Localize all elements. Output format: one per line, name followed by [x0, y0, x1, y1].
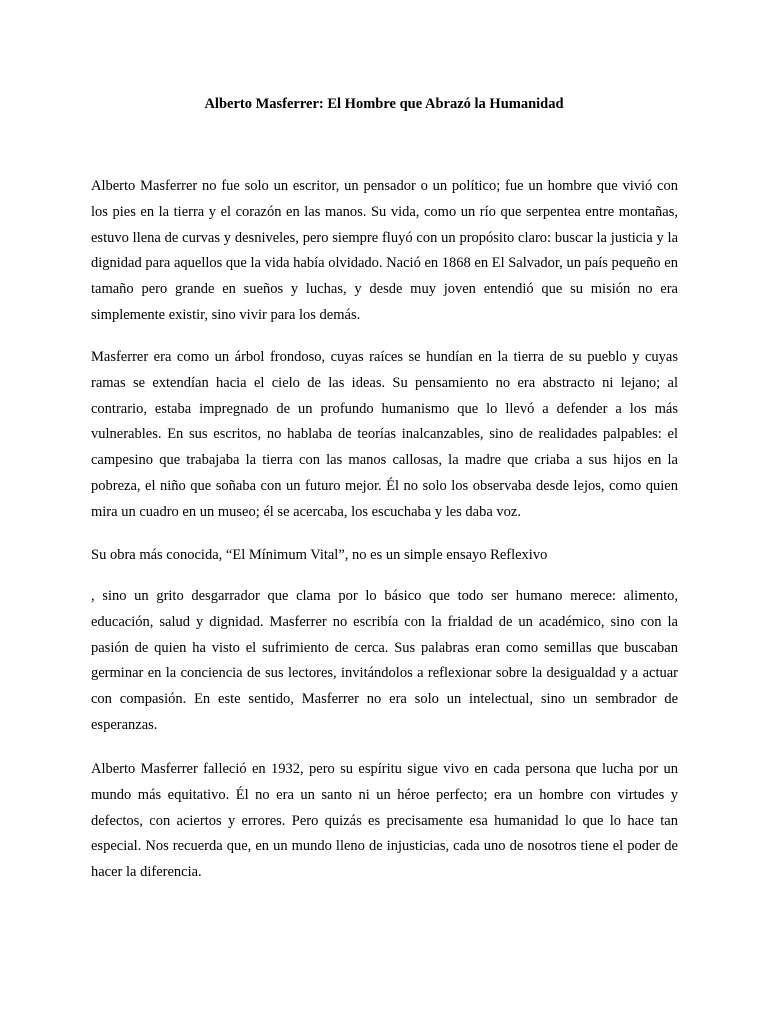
document-title: Alberto Masferrer: El Hombre que Abrazó la Humanidad: [204, 96, 564, 112]
paragraph-5: Alberto Masferrer falleció en 1932, pero su espíritu sigue vivo en cada persona que lucha por un mundo más equitativo. Él no era un santo ni un héroe perfecto; era un hombre con virtudes y defectos, con aciertos y errores. Pero quizás es precisamente esa humanidad lo que lo hace tan especial. Nos recuerda que, en un mundo lleno de injusticias, cada uno de nosotros tiene el poder de hacer la diferencia.: [91, 761, 678, 881]
paragraph-1: Alberto Masferrer no fue solo un escritor, un pensador o un político; fue un hombre que vivió con los pies en la tierra y el corazón en las manos. Su vida, como un río que serpentea entre montañas, estuvo llena de curvas y desniveles, pero siempre fluyó con un propósito claro: buscar la justicia y la dignidad para aquellos que la vida había olvidado. Nació en 1868 en El Salvador, un país pequeño en tamaño pero grande en sueños y luchas, y desde muy joven entendió que su misión no era simplemente existir, sino vivir para los demás.: [91, 178, 678, 323]
paragraph-3: Su obra más conocida, “El Mínimum Vital”, no es un simple ensayo Reflexivo: [91, 547, 548, 563]
paragraph-4: , sino un grito desgarrador que clama por lo básico que todo ser humano merece: alimento, educación, salud y dignidad. Masferrer no escribía con la frialdad de un académico, sino con la pasión de quien ha visto el sufrimiento de cerca. Sus palabras eran como semillas que buscaban germinar en la conciencia de sus lectores, invitándolos a reflexionar sobre la desigualdad y a actuar con compasión. En este sentido, Masferrer no era solo un intelectual, sino un sembrador de esperanzas.: [91, 588, 678, 733]
paragraph-2: Masferrer era como un árbol frondoso, cuyas raíces se hundían en la tierra de su pueblo y cuyas ramas se extendían hacia el cielo de las ideas. Su pensamiento no era abstracto ni lejano; al contrario, estaba impregnado de un profundo humanismo que lo llevó a defender a los más vulnerables. En sus escritos, no hablaba de teorías inalcanzables, sino de realidades palpables: el campesino que trabajaba la tierra con las manos callosas, la madre que criaba a sus hijos en la pobreza, el niño que soñaba con un futuro mejor. Él no solo los observaba desde lejos, como quien mira un cuadro en un museo; él se acercaba, los escuchaba y les daba voz.: [91, 349, 678, 520]
